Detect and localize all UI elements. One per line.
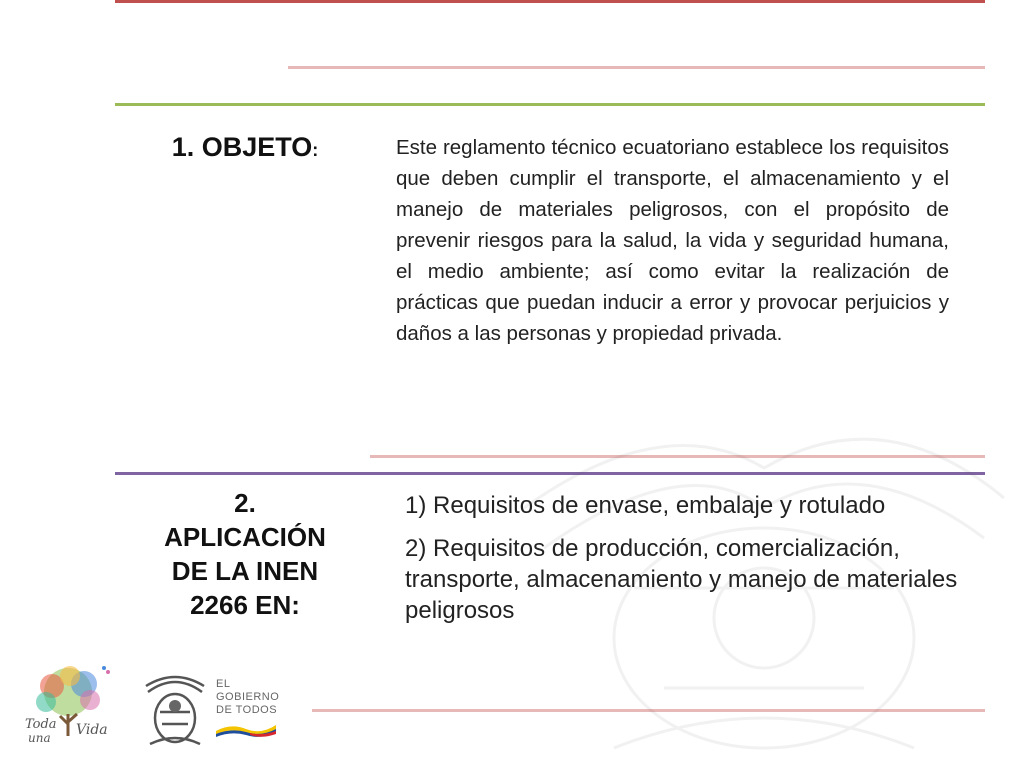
logo-text-toda: Toda [25,717,57,732]
top-rule [115,0,985,3]
gobierno-de-todos-logo [216,678,296,737]
section2-list [405,490,995,638]
section1-title-colon: : [312,140,319,160]
list-item: 1) Requisitos de envase, embalaje y rotulado [405,492,886,519]
gobierno-line: EL [216,678,231,690]
section2-title-line: 2. [234,488,256,518]
green-rule [115,103,985,106]
section2-title [140,486,350,622]
section2-title-line: 2266 EN: [190,590,300,620]
list-item: 2) Requisitos de producción, comercialización, transporte, almacenamiento y manejo de materiales peligrosos [405,535,958,624]
toda-una-vida-logo [22,662,114,752]
section2-title-line: APLICACIÓN [164,522,326,552]
logo-text-una: una [28,731,51,745]
logo-text-vida: Vida [76,722,108,738]
pink-rule [288,66,985,69]
section2-title-line: DE LA INEN [171,556,319,586]
section1-title [150,131,340,167]
flag-ribbon-icon [216,723,276,737]
ecuador-shield-icon [140,672,210,750]
section1-description: Este reglamento técnico ecuatoriano establece los requisitos que deben cumplir el transporte, el almacenamiento y el manejo de materiales peligrosos, con el propósito de prevenir riesgos para la salud, la vida y seguridad humana, el medio ambiente; así como evitar la realización de prácticas que puedan inducir a error y provocar perjuicios y daños a las personas y propiedad privada. [396,136,949,345]
section1-title-text: 1. OBJETO [171,132,313,162]
gobierno-line: DE TODOS [216,704,278,716]
gobierno-line: GOBIERNO [216,691,280,703]
